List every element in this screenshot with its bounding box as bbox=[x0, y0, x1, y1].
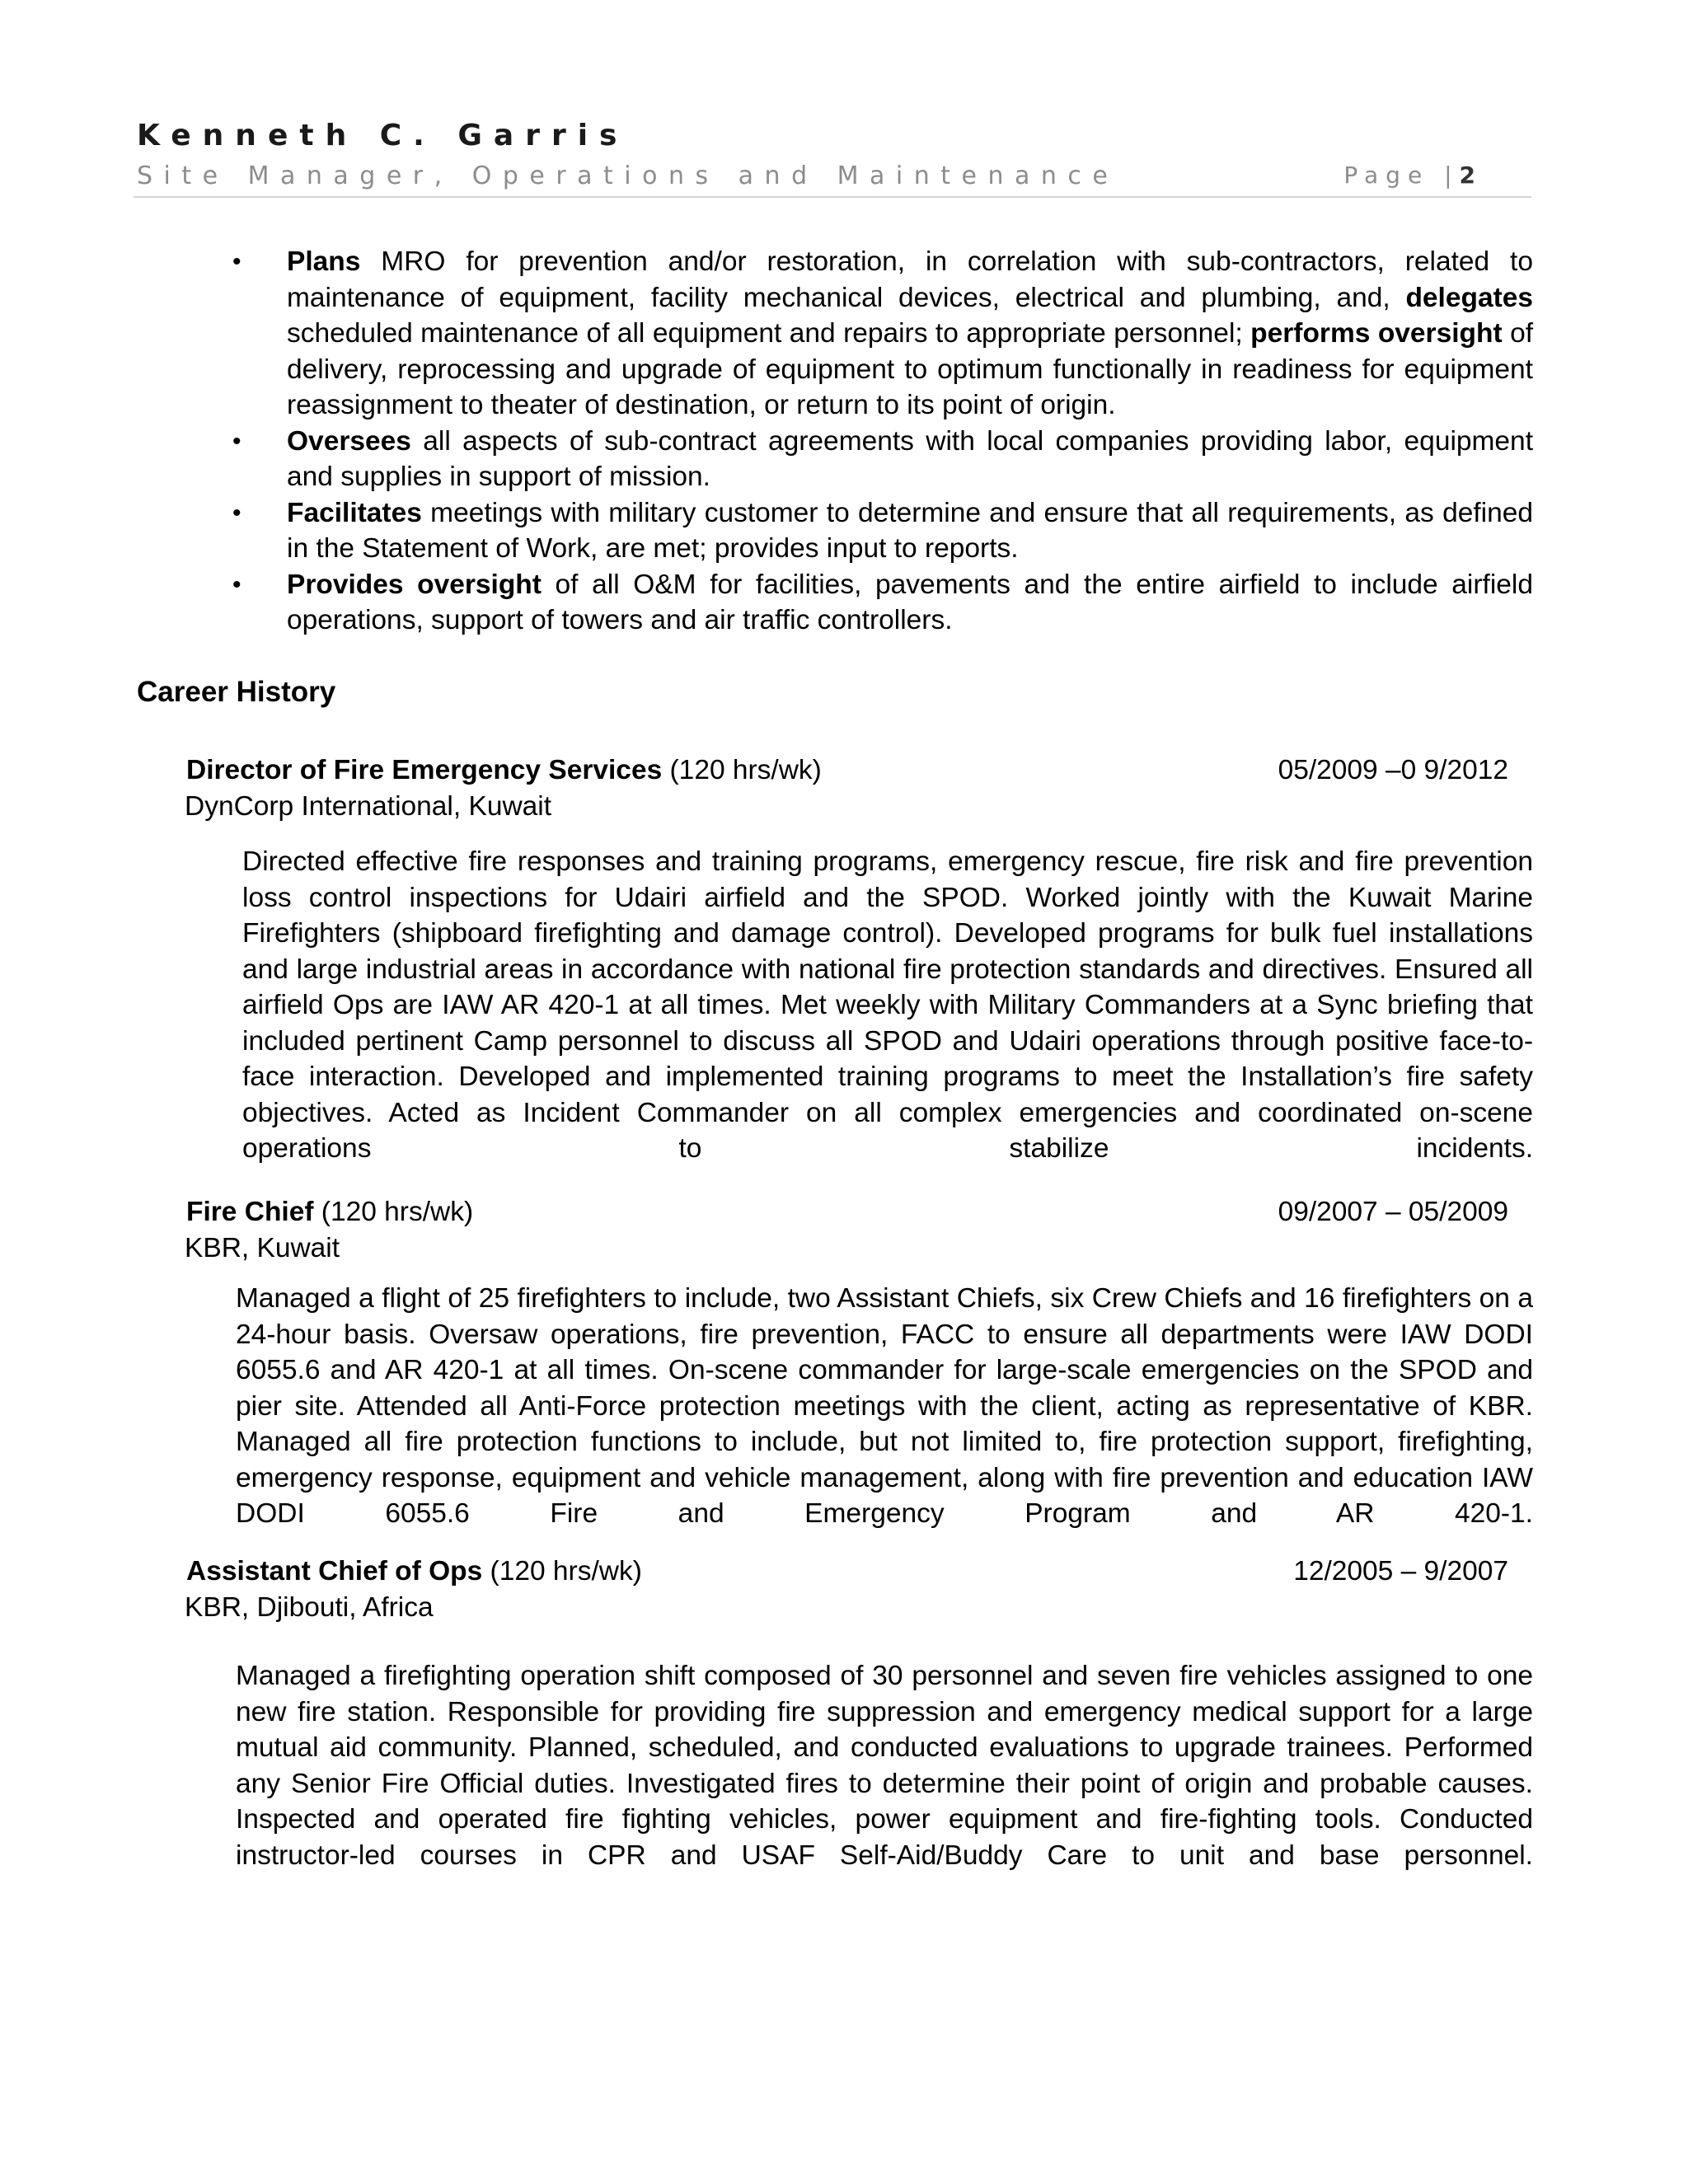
bullet-keyword: Provides oversight bbox=[287, 569, 542, 600]
job-organization: KBR, Kuwait bbox=[185, 1233, 340, 1263]
job-dates: 09/2007 – 05/2009 bbox=[1278, 1197, 1508, 1227]
job-hours: (120 hrs/wk) bbox=[313, 1197, 474, 1227]
bullet-text: of all O&M for facilities, pavements and the entire airfield to include airfield operations, support of towers and air traffic controllers. bbox=[287, 569, 1533, 635]
bullet-keyword: Plans bbox=[287, 246, 361, 277]
bullet-keyword: performs oversight bbox=[1250, 318, 1503, 349]
job-title-text: Director of Fire Emergency Services bbox=[186, 755, 663, 785]
job-description: Managed a flight of 25 firefighters to include, two Assistant Chiefs, six Crew Chiefs and 16 firefighters on a 24-hour basis. Oversaw operations, fire prevention, FACC to ensure all departments were IAW DODI 6055.6 and AR 420-1 at all times. On-scene commander for large-scale emergencies on the SPOD and pier site. Attended all Anti-Force protection meetings with the client, acting as representative of KBR. Managed all fire protection functions to include, but not limited to, fire protection support, firefighting, emergency response, equipment and vehicle management, along with fire prevention and education IAW DODI 6055.6 Fire and Emergency Program and AR 420-1. bbox=[236, 1283, 1533, 1529]
page-number bbox=[1343, 162, 1475, 189]
bullet-text: meetings with military customer to determine and ensure that all requirements, as defined in the Statement of Work, are met; provides input to reports. bbox=[287, 497, 1533, 564]
page-number-value: 2 bbox=[1459, 162, 1475, 189]
bullet-text: MRO for prevention and/or restoration, in correlation with sub-contractors, related to maintenance of equipment, facility mechanical devices, electrical and plumbing, and, bbox=[287, 246, 1533, 313]
job-dates: 05/2009 –0 9/2012 bbox=[1278, 755, 1508, 785]
job-dates: 12/2005 – 9/2007 bbox=[1293, 1556, 1508, 1586]
bullet-text: of delivery, reprocessing and upgrade of equipment to optimum functionally in readiness for equipment reassignment to theater of destination, or return to its point of origin. bbox=[287, 318, 1534, 420]
bullet-keyword: delegates bbox=[1405, 282, 1533, 313]
header-subtitle: Site Manager, Operations and Maintenance bbox=[137, 162, 1119, 190]
bullet-item bbox=[232, 424, 1533, 495]
section-title-career-history: Career History bbox=[137, 676, 336, 708]
job-title bbox=[186, 1197, 473, 1228]
bullet-item bbox=[232, 244, 1533, 424]
bullet-text: all aspects of sub-contract agreements with local companies providing labor, equipment and supplies in support of mission. bbox=[287, 425, 1533, 492]
job-description: Directed effective fire responses and training programs, emergency rescue, fire risk and fire prevention loss control inspections for Udairi airfield and the SPOD. Worked jointly with the Kuwait Marine Firefighters (shipboard firefighting and damage control). Developed programs for bulk fuel installations and large industrial areas in accordance with national fire protection standards and directives. Ensured all airfield Ops are IAW AR 420-1 at all times. Met weekly with Military Commanders at a Sync briefing that included pertinent Camp personnel to discuss all SPOD and Udairi operations through positive face-to-face interaction. Developed and implemented training programs to meet the Installation’s fire safety objectives. Acted as Incident Commander on all complex emergencies and coordinated on-scene operations to stabilize incidents. bbox=[242, 846, 1533, 1164]
bullet-text: scheduled maintenance of all equipment and repairs to appropriate personnel; bbox=[287, 318, 1251, 349]
job-title-text: Assistant Chief of Ops bbox=[186, 1556, 483, 1586]
bullet-item bbox=[232, 567, 1533, 639]
bullet-icon: • bbox=[232, 427, 241, 455]
bullet-icon: • bbox=[232, 499, 241, 527]
header-divider bbox=[134, 196, 1531, 198]
bullet-icon: • bbox=[232, 248, 241, 275]
job-hours: (120 hrs/wk) bbox=[482, 1556, 642, 1586]
job-hours: (120 hrs/wk) bbox=[662, 755, 822, 785]
job-organization: KBR, Djibouti, Africa bbox=[185, 1592, 434, 1623]
job-title bbox=[186, 1556, 642, 1587]
bullet-keyword: Facilitates bbox=[287, 497, 422, 528]
job-title bbox=[186, 755, 822, 786]
responsibility-list bbox=[232, 244, 1533, 639]
header-name: Kenneth C. Garris bbox=[137, 119, 629, 152]
bullet-item bbox=[232, 495, 1533, 567]
job-title-text: Fire Chief bbox=[186, 1197, 314, 1227]
bullet-keyword: Oversees bbox=[287, 425, 411, 457]
bullet-icon: • bbox=[232, 570, 241, 598]
job-organization: DynCorp International, Kuwait bbox=[185, 791, 552, 822]
job-description: Managed a firefighting operation shift composed of 30 personnel and seven fire vehicles assigned to one new fire station. Responsible for providing fire suppression and emergency medical support for a large mutual aid community. Planned, scheduled, and conducted evaluations to upgrade trainees. Performed any Senior Fire Official duties. Investigated fires to determine their point of origin and probable causes. Inspected and operated fire fighting vehicles, power equipment and fire-fighting tools. Conducted instructor-led courses in CPR and USAF Self-Aid/Buddy Care to unit and base personnel. bbox=[236, 1661, 1533, 1871]
page-label: Page | bbox=[1343, 162, 1460, 189]
